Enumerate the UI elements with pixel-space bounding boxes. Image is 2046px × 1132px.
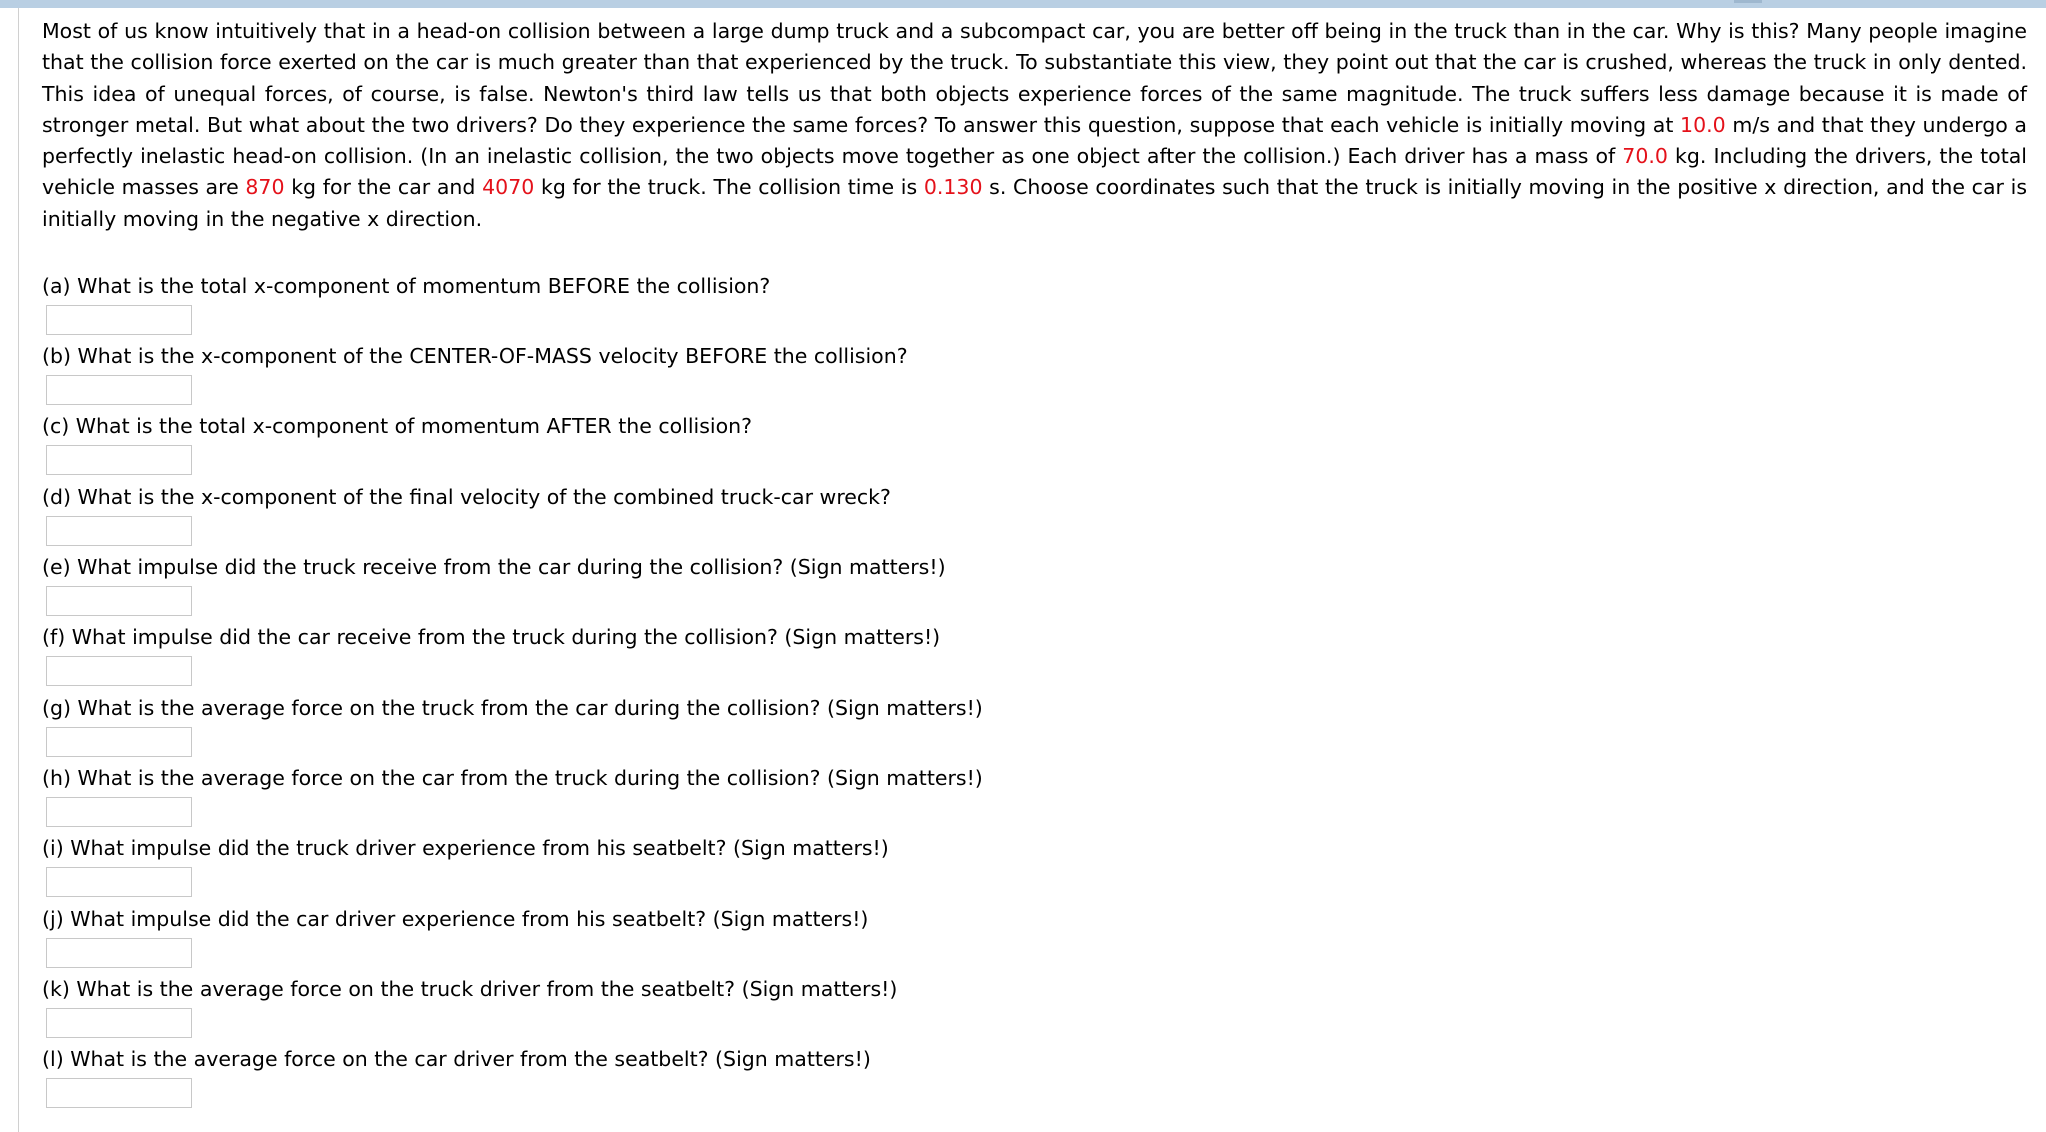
question-a-text: (a) What is the total x-component of momentum BEFORE the collision? — [42, 274, 771, 298]
problem-statement — [42, 16, 2027, 235]
problem-text-6: s. Choose coordinates such that the truck is initially moving in the positive x direction, and the car is initially moving in the negative x direction. — [42, 175, 2027, 231]
question-e-text: (e) What impulse did the truck receive from the car during the collision? (Sign matters!) — [42, 555, 946, 579]
problem-text-2: m/s and that they undergo a perfectly inelastic head-on collision. (In an inelastic collision, the two objects move together as one object after the collision.) Each driver has a mass of — [42, 112, 2027, 169]
initial-speed-value: 10.0 — [1680, 112, 1726, 137]
question-k-text: (k) What is the average force on the truck driver from the seatbelt? (Sign matters!) — [42, 977, 898, 1001]
top-bar-mark — [1734, 0, 1762, 3]
question-d-text: (d) What is the x-component of the final velocity of the combined truck-car wreck? — [42, 485, 891, 509]
problem-text-1: Most of us know intuitively that in a head-on collision between a large dump truck and a subcompact car, you are better off being in the truck than in the car. Why is this? Many people imagine that the collision force exerted on the car is much greater than that experienced by the truck. To substantiate this view, they point out that the car is crushed, whereas the truck in only dented. This idea of unequal forces, of course, is false. Newton's third law tells us that both objects experience forces of the same magnitude. The truck suffers less damage because it is made of stronger metal. But what about the two drivers? Do they experience the same forces? To answer this question, suppose that each vehicle is initially moving at — [42, 19, 2027, 137]
answer-j-input[interactable] — [46, 938, 192, 968]
question-l-text: (l) What is the average force on the car driver from the seatbelt? (Sign matters!) — [42, 1047, 871, 1071]
question-b-text: (b) What is the x-component of the CENTER-OF-MASS velocity BEFORE the collision? — [42, 344, 908, 368]
problem-text-5: kg for the truck. The collision time is — [534, 175, 924, 200]
answer-c-input[interactable] — [46, 445, 192, 475]
car-mass-value: 870 — [245, 175, 285, 200]
problem-text-3: kg. Including the drivers, the total vehicle masses are — [42, 144, 2027, 200]
truck-mass-value: 4070 — [482, 175, 535, 200]
answer-h-input[interactable] — [46, 797, 192, 827]
answer-e-input[interactable] — [46, 586, 192, 616]
answer-k-input[interactable] — [46, 1008, 192, 1038]
question-i-text: (i) What impulse did the truck driver experience from his seatbelt? (Sign matters!) — [42, 836, 889, 860]
collision-time-value: 0.130 — [923, 175, 983, 200]
answer-d-input[interactable] — [46, 516, 192, 546]
answer-a-input[interactable] — [46, 305, 192, 335]
question-j-text: (j) What impulse did the car driver experience from his seatbelt? (Sign matters!) — [42, 907, 869, 931]
answer-b-input[interactable] — [46, 375, 192, 405]
driver-mass-value: 70.0 — [1622, 144, 1668, 169]
question-f-text: (f) What impulse did the car receive from the truck during the collision? (Sign matters!) — [42, 625, 941, 649]
answer-f-input[interactable] — [46, 656, 192, 686]
question-g-text: (g) What is the average force on the truck from the car during the collision? (Sign matters!) — [42, 696, 983, 720]
question-c-text: (c) What is the total x-component of momentum AFTER the collision? — [42, 414, 753, 438]
problem-text-4: kg for the car and — [284, 175, 483, 200]
answer-i-input[interactable] — [46, 867, 192, 897]
problem-container — [42, 16, 2027, 235]
left-border — [18, 8, 19, 1132]
answer-l-input[interactable] — [46, 1078, 192, 1108]
question-h-text: (h) What is the average force on the car from the truck during the collision? (Sign matters!) — [42, 766, 983, 790]
answer-g-input[interactable] — [46, 727, 192, 757]
